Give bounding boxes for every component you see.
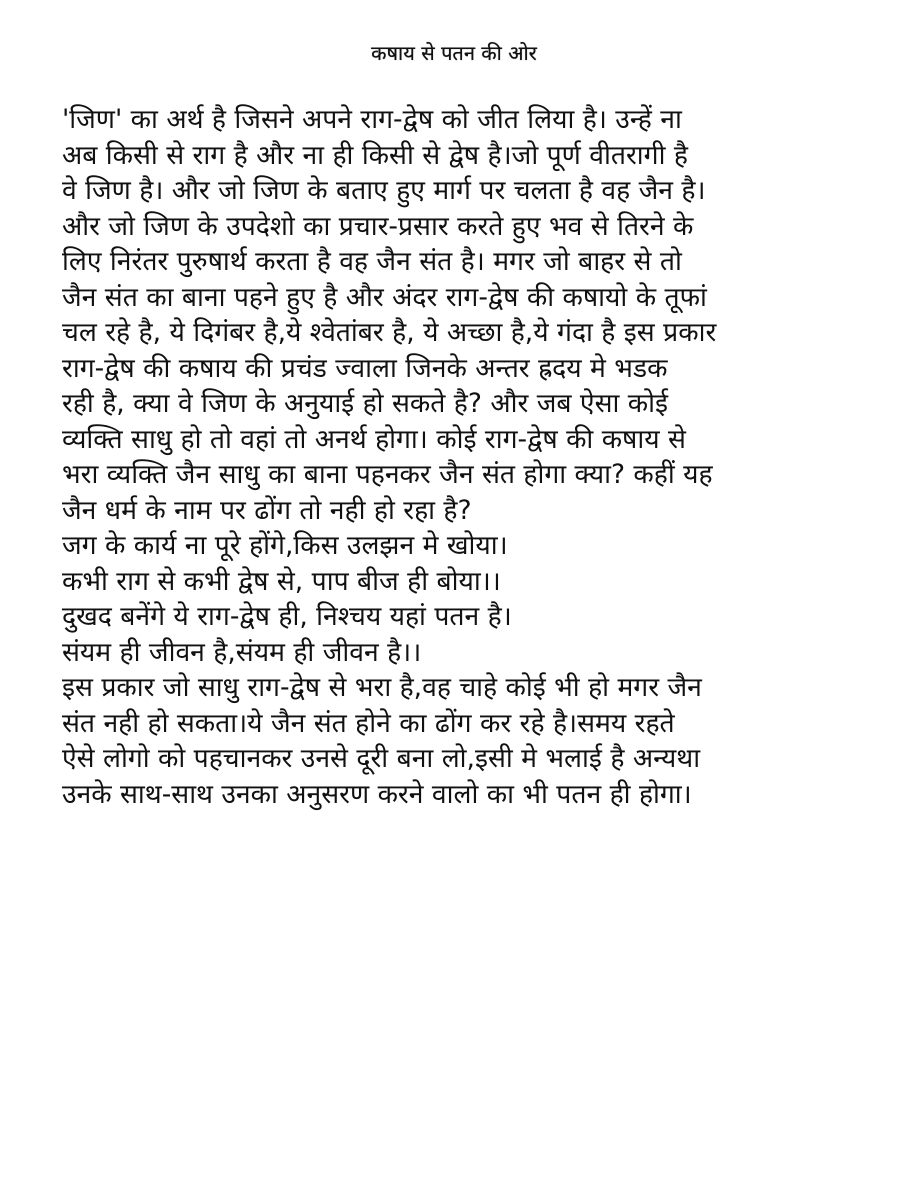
paragraph-line: लिए निरंतर पुरुषार्थ करता है वह जैन संत है। मगर जो बाहर से तो — [62, 246, 682, 277]
poem-line: जग के कार्य ना पूरे होंगे,किस उलझन मे खोया। — [62, 530, 508, 561]
paragraph-line: जैन धर्म के नाम पर ढोंग तो नही हो रहा है? — [62, 494, 472, 526]
paragraph-line: अब किसी से राग है और ना ही किसी से द्वेष है।जो पूर्ण वीतरागी है — [62, 139, 688, 171]
poem-line: दुखद बनेंगे ये राग-द्वेष ही, निश्चय यहां पतन है। — [62, 601, 512, 632]
page-title: कषाय से पतन की ओर — [371, 41, 537, 65]
paragraph-line: इस प्रकार जो साधु राग-द्वेष से भरा है,वह चाहे कोई भी हो मगर जैन — [62, 672, 702, 703]
paragraph-line: भरा व्यक्ति जैन साधु का बाना पहनकर जैन संत होगा क्या? कहीं यह — [62, 459, 713, 490]
paragraph-line: रही है, क्या वे जिण के अनुयाई हो सकते है? और जब ऐसा कोई — [62, 388, 669, 419]
paragraph-line: व्यक्ति साधु हो तो वहां तो अनर्थ होगा। कोई राग-द्वेष की कषाय से — [62, 423, 686, 455]
article-body — [62, 102, 902, 812]
paragraph-line: राग-द्वेष की कषाय की प्रचंड ज्वाला जिनके अन्तर ह्रदय मे भडक — [62, 352, 668, 384]
paragraph-line: जैन संत का बाना पहने हुए है और अंदर राग-द्वेष की कषायो के तूफां — [62, 281, 707, 313]
paragraph-line: 'जिण' का अर्थ है जिसने अपने राग-द्वेष को जीत लिया है। उन्हें ना — [62, 104, 682, 135]
paragraph-line: ऐसे लोगो को पहचानकर उनसे दूरी बना लो,इसी मे भलाई है अन्यथा — [62, 743, 701, 774]
paragraph-line: उनके साथ-साथ उनका अनुसरण करने वालो का भी पतन ही होगा। — [62, 778, 692, 810]
poem-line: संयम ही जीवन है,संयम ही जीवन है।। — [62, 636, 422, 668]
paragraph-line: संत नही हो सकता।ये जैन संत होने का ढोंग कर रहे है।समय रहते — [62, 707, 675, 739]
paragraph-line: चल रहे है, ये दिगंबर है,ये श्वेतांबर है, ये अच्छा है,ये गंदा है इस प्रकार — [62, 317, 717, 348]
poem-line: कभी राग से कभी द्वेष से, पाप बीज ही बोया।। — [62, 565, 501, 597]
paragraph-line: और जो जिण के उपदेशो का प्रचार-प्रसार करते हुए भव से तिरने के — [62, 210, 694, 242]
paragraph-line: वे जिण है। और जो जिण के बताए हुए मार्ग पर चलता है वह जैन है। — [62, 175, 706, 206]
